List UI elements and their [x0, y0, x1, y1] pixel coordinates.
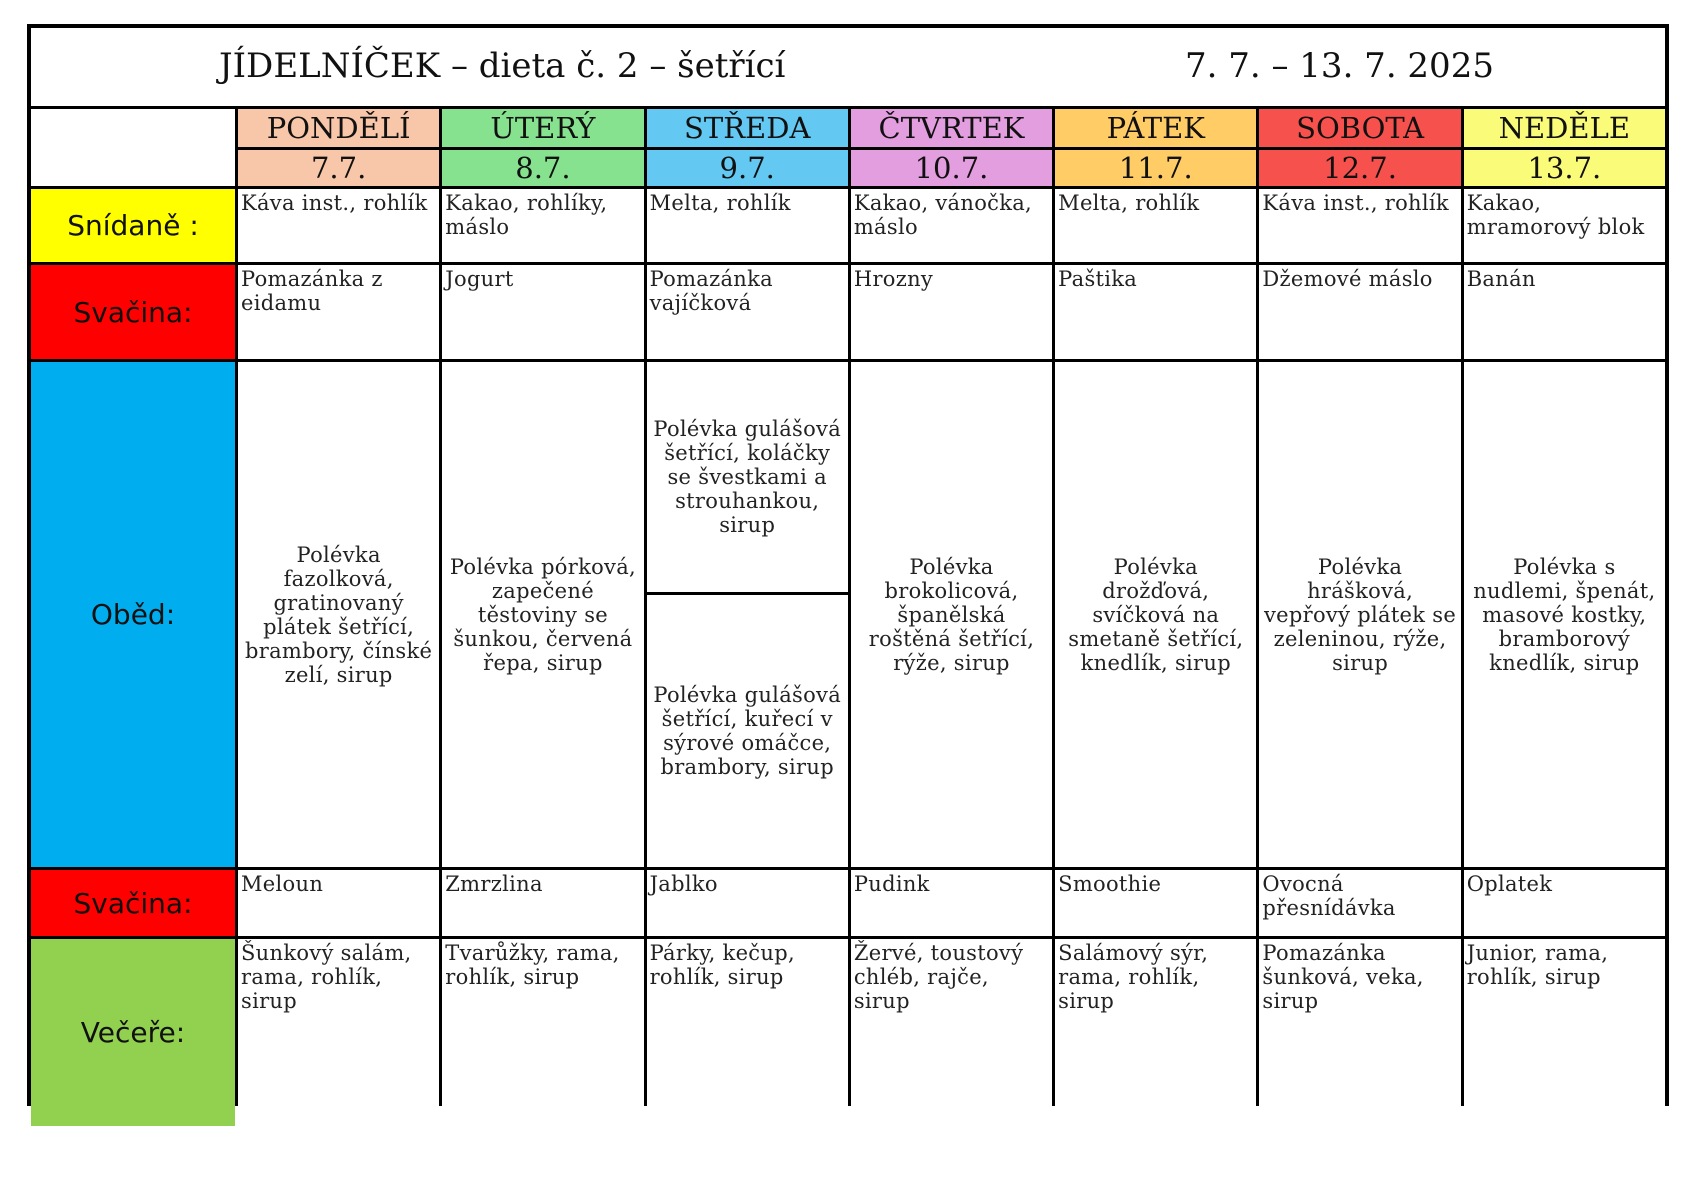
page-title: JÍDELNÍČEK – dieta č. 2 – šetřící [219, 46, 786, 86]
snack1-cell: Pomazánka z eidamu [238, 265, 439, 359]
snack2-cell: Zmrzlina [442, 870, 643, 936]
lunch-option: Polévka gulášová šetřící, kuřecí v sýrové omáčce, brambory, sirup [647, 595, 848, 867]
meal-label-snack2: Svačina: [31, 870, 235, 936]
day-date: 11.7. [1055, 150, 1256, 186]
meal-label-snack1: Svačina: [31, 265, 235, 359]
day-date: 9.7. [647, 150, 848, 186]
snack2-cell: Jablko [647, 870, 848, 936]
day-date: 12.7. [1259, 150, 1460, 186]
snack2-cell: Smoothie [1055, 870, 1256, 936]
lunch-cell: Polévka s nudlemi, špenát, masové kostky, bramborový knedlík, sirup [1464, 362, 1665, 867]
snack1-cell: Džemové máslo [1259, 265, 1460, 359]
lunch-cell: Polévka brokolicová, španělská roštěná šetřící, rýže, sirup [851, 362, 1052, 867]
breakfast-cell: Káva inst., rohlík [238, 189, 439, 262]
meal-label-lunch: Oběd: [31, 362, 235, 867]
day-header: STŘEDA [647, 109, 848, 147]
dinner-cell: Žervé, toustový chléb, rajče, sirup [851, 939, 1052, 1126]
day-date: 8.7. [442, 150, 643, 186]
dinner-cell: Tvarůžky, rama, rohlík, sirup [442, 939, 643, 1126]
menu-table [27, 24, 1669, 1106]
lunch-cell: Polévka fazolková, gratinovaný plátek šetřící, brambory, čínské zelí, sirup [238, 362, 439, 867]
day-header: PÁTEK [1055, 109, 1256, 147]
snack1-cell: Paštika [1055, 265, 1256, 359]
breakfast-cell: Kakao, rohlíky, máslo [442, 189, 643, 262]
dinner-cell: Párky, kečup, rohlík, sirup [647, 939, 848, 1126]
breakfast-cell: Melta, rohlík [647, 189, 848, 262]
lunch-cell: Polévka pórková, zapečené těstoviny se šunkou, červená řepa, sirup [442, 362, 643, 867]
dinner-cell: Pomazánka šunková, veka, sirup [1259, 939, 1460, 1126]
day-date: 13.7. [1464, 150, 1665, 186]
snack2-cell: Meloun [238, 870, 439, 936]
breakfast-cell: Káva inst., rohlík [1259, 189, 1460, 262]
lunch-cell: Polévka hrášková, vepřový plátek se zeleninou, rýže, sirup [1259, 362, 1460, 867]
date-range: 7. 7. – 13. 7. 2025 [1185, 46, 1494, 86]
title-row [31, 28, 1665, 106]
day-date: 7.7. [238, 150, 439, 186]
snack1-cell: Banán [1464, 265, 1665, 359]
day-header: ÚTERÝ [442, 109, 643, 147]
snack2-cell: Pudink [851, 870, 1052, 936]
day-header: ČTVRTEK [851, 109, 1052, 147]
meal-label-dinner: Večeře: [31, 939, 235, 1126]
breakfast-cell: Melta, rohlík [1055, 189, 1256, 262]
day-header: PONDĚLÍ [238, 109, 439, 147]
lunch-option: Polévka gulášová šetřící, koláčky se švestkami a strouhankou, sirup [647, 362, 848, 592]
snack1-cell: Hrozny [851, 265, 1052, 359]
snack2-cell: Oplatek [1464, 870, 1665, 936]
snack1-cell: Pomazánka vajíčková [647, 265, 848, 359]
dinner-cell: Salámový sýr, rama, rohlík, sirup [1055, 939, 1256, 1126]
snack1-cell: Jogurt [442, 265, 643, 359]
lunch-cell-split [647, 362, 848, 867]
lunch-cell: Polévka drožďová, svíčková na smetaně šetřící, knedlík, sirup [1055, 362, 1256, 867]
breakfast-cell: Kakao, vánočka, máslo [851, 189, 1052, 262]
dinner-cell: Šunkový salám, rama, rohlík, sirup [238, 939, 439, 1126]
meal-label-breakfast: Snídaně : [31, 189, 235, 262]
breakfast-cell: Kakao, mramorový blok [1464, 189, 1665, 262]
day-date: 10.7. [851, 150, 1052, 186]
day-header: NEDĚLE [1464, 109, 1665, 147]
day-header: SOBOTA [1259, 109, 1460, 147]
dinner-cell: Junior, rama, rohlík, sirup [1464, 939, 1665, 1126]
snack2-cell: Ovocná přesnídávka [1259, 870, 1460, 936]
header-corner [31, 109, 235, 186]
